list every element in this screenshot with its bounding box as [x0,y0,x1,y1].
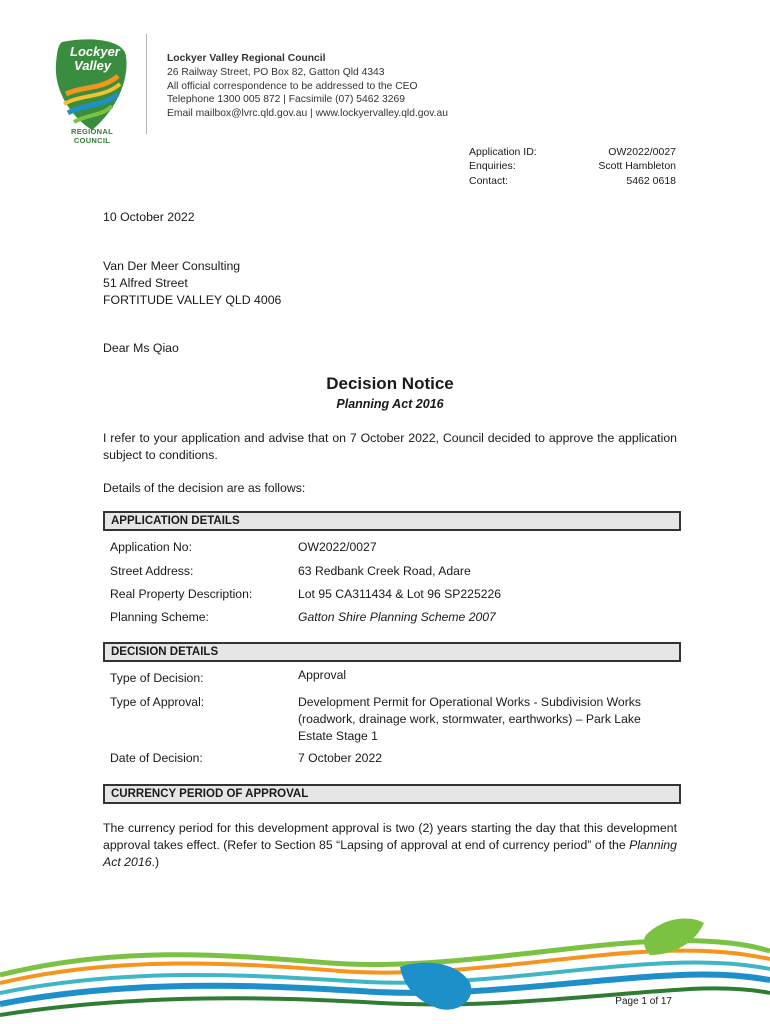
reference-labels [469,145,537,188]
currency-text-1: The currency period for this development approval is two (2) years starting the day that this development approval takes effect. (Refer to Section 85 “Lapsing of approval at end of currency period” of the [103,821,677,852]
date-of-decision-value: 7 October 2022 [298,751,383,765]
application-no-value: OW2022/0027 [298,540,377,554]
street-address-label: Street Address: [110,564,194,578]
property-description-label: Real Property Description: [110,587,253,601]
recipient-city: FORTITUDE VALLEY QLD 4006 [103,293,282,307]
letterhead-divider [146,34,147,134]
recipient-name: Van Der Meer Consulting [103,259,241,273]
currency-text-2: .) [151,855,160,869]
contact-label: Contact: [469,174,509,187]
enquiries-label: Enquiries: [469,160,516,173]
decision-details-heading: DECISION DETAILS [103,642,681,662]
council-phone: Telephone 1300 005 872 | Facsimile (07) 5462 3269 [167,94,405,106]
type-of-approval-value: Development Permit for Operational Works - Subdivision Works (roadwork, drainage work, stormwater, earthworks) – Park Lake Estate Stage 1 [298,695,641,743]
application-no-label: Application No: [110,540,192,554]
recipient-address [103,258,677,309]
property-description-value: Lot 95 CA311434 & Lot 96 SP225226 [298,587,502,601]
planning-scheme-value: Gatton Shire Planning Scheme 2007 [298,610,496,624]
page-number: Page 1 of 17 [615,996,672,1007]
type-of-decision-value: Approval [298,668,347,682]
street-address-value: 63 Redbank Creek Road, Adare [298,564,471,578]
letter-date: 10 October 2022 [103,210,195,224]
type-of-decision-label: Type of Decision: [110,671,204,685]
council-email[interactable]: Email mailbox@lvrc.qld.gov.au | www.lockyervalley.qld.gov.au [167,108,448,120]
document-subtitle: Planning Act 2016 [336,397,444,411]
salutation: Dear Ms Qiao [103,341,179,355]
council-contact-block [167,52,448,121]
currency-paragraph [103,820,677,871]
details-intro: Details of the decision are as follows: [103,481,306,495]
council-address: 26 Railway Street, PO Box 82, Gatton Qld 4343 [167,66,385,78]
application-details-heading: APPLICATION DETAILS [103,511,681,531]
date-of-decision-label: Date of Decision: [110,751,203,765]
type-of-approval-label: Type of Approval: [110,695,205,709]
intro-paragraph: I refer to your application and advise that on 7 October 2022, Council decided to approve the application subject to conditions. [103,431,677,462]
logo-caption: REGIONAL COUNCIL [71,127,113,145]
recipient-street: 51 Alfred Street [103,276,188,290]
council-name: Lockyer Valley Regional Council [167,53,326,64]
council-correspondence: All official correspondence to be addressed to the CEO [167,80,418,92]
document-title: Decision Notice [326,374,454,393]
logo-text-lockyer: Lockyer [70,44,120,59]
reference-values [598,145,676,188]
council-logo [52,34,130,138]
contact-value: 5462 0618 [626,174,676,187]
application-id-value: OW2022/0027 [608,146,676,158]
currency-text-act: Planning Act 2016 [103,838,677,869]
currency-period-heading: CURRENCY PERIOD OF APPROVAL [103,784,681,804]
logo-text-valley: Valley [74,58,112,73]
application-id-label: Application ID: [469,146,537,158]
planning-scheme-label: Planning Scheme: [110,610,209,624]
enquiries-value: Scott Hambleton [598,160,676,173]
